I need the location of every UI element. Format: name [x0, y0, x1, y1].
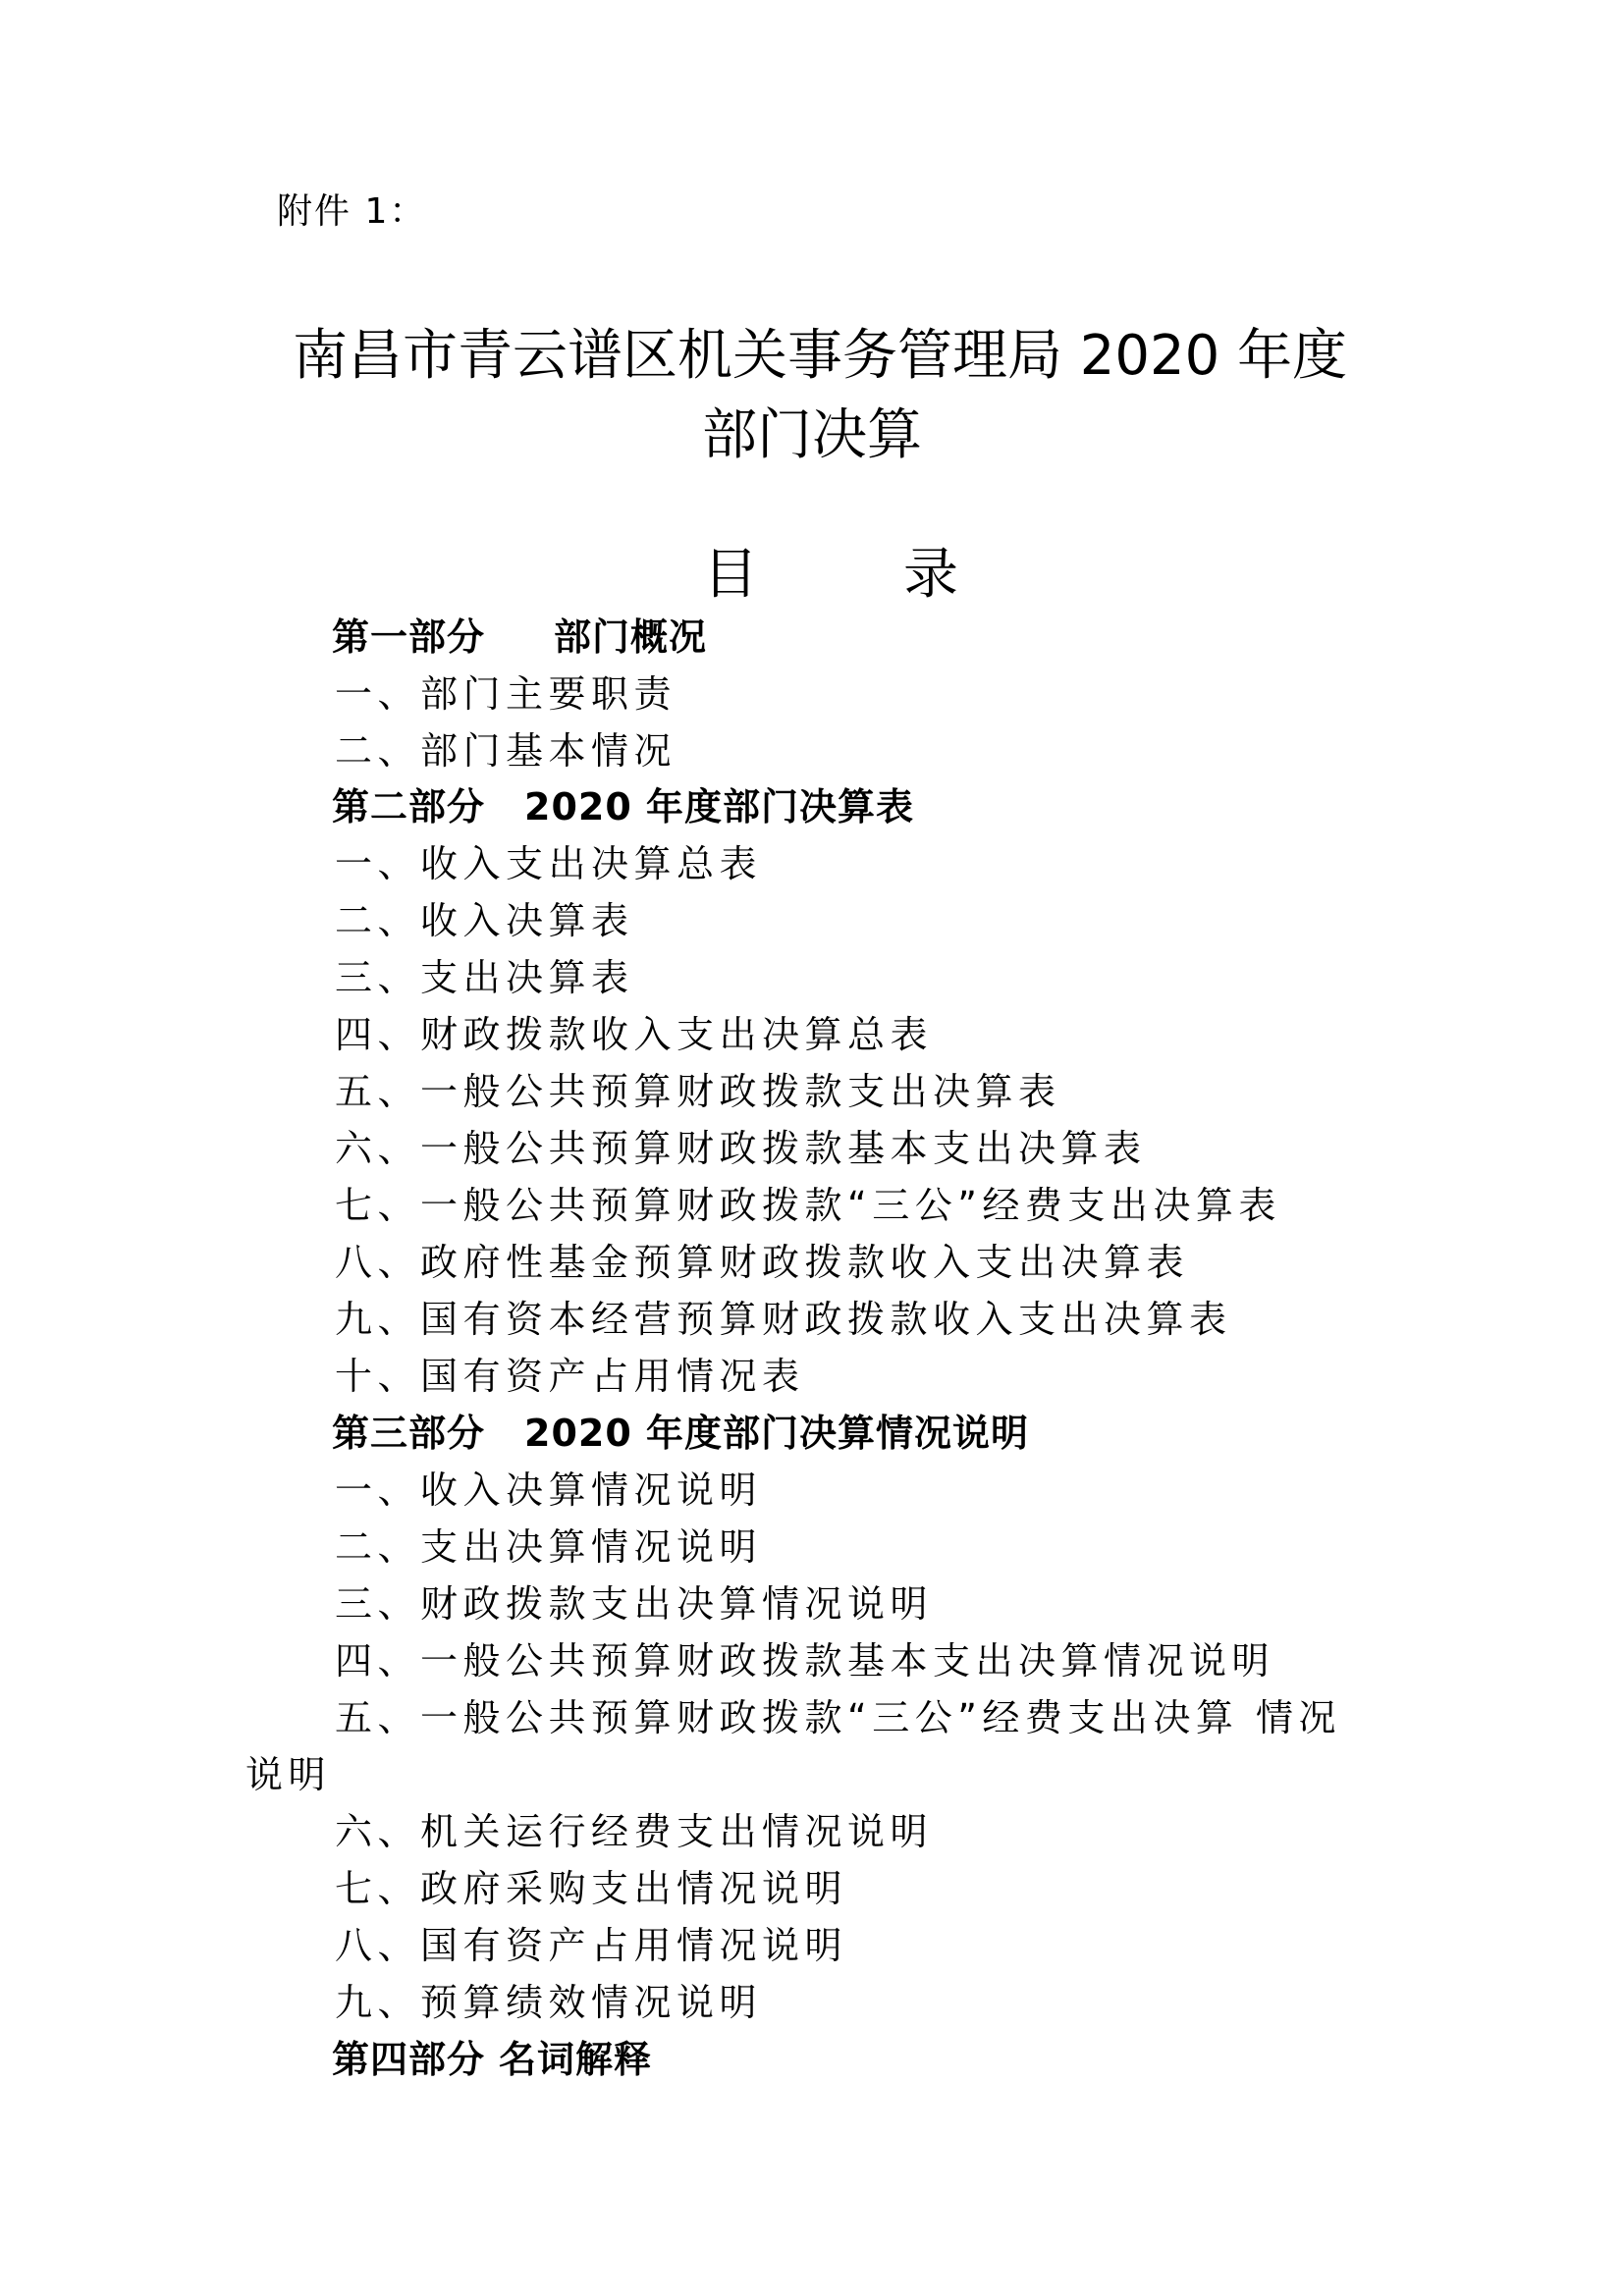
toc-item[interactable]: 六、一般公共预算财政拨款基本支出决算表 — [335, 1127, 1147, 1170]
toc-item[interactable]: 三、财政拨款支出决算情况说明 — [335, 1582, 934, 1626]
toc-item[interactable]: 一、收入支出决算总表 — [335, 842, 763, 885]
toc-item[interactable]: 五、一般公共预算财政拨款支出决算表 — [335, 1070, 1061, 1113]
toc-item[interactable]: 二、部门基本情况 — [335, 729, 677, 773]
section-part-name: 2020 年度部门决算表 — [524, 785, 915, 828]
toc-item[interactable]: 九、国有资本经营预算财政拨款收入支出决算表 — [335, 1298, 1232, 1341]
toc-item[interactable]: 三、支出决算表 — [335, 956, 634, 999]
toc-item[interactable]: 八、国有资产占用情况说明 — [335, 1924, 848, 1967]
toc-item[interactable]: 四、财政拨款收入支出决算总表 — [335, 1013, 934, 1056]
section-part-label: 第四部分 — [332, 2038, 486, 2081]
toc-section-part-3[interactable] — [332, 1412, 1030, 1455]
document-title-line-1: 南昌市青云谱区机关事务管理局 2020 年度 — [292, 324, 1348, 388]
toc-item-continuation[interactable]: 说明 — [245, 1753, 332, 1796]
toc-item[interactable]: 二、支出决算情况说明 — [335, 1525, 763, 1569]
toc-section-part-1[interactable] — [332, 615, 708, 659]
toc-item[interactable]: 四、一般公共预算财政拨款基本支出决算情况说明 — [335, 1639, 1275, 1682]
toc-section-part-2[interactable] — [332, 785, 915, 828]
toc-section-part-4[interactable] — [332, 2038, 653, 2081]
section-part-name: 部门概况 — [554, 615, 708, 659]
toc-item[interactable]: 七、一般公共预算财政拨款“三公”经费支出决算表 — [335, 1184, 1281, 1227]
section-part-label: 第一部分 — [332, 615, 486, 659]
toc-heading-char-2: 录 — [903, 543, 958, 607]
toc-item[interactable]: 一、收入决算情况说明 — [335, 1468, 763, 1512]
toc-item[interactable]: 二、收入决算表 — [335, 899, 634, 942]
toc-item[interactable]: 五、一般公共预算财政拨款“三公”经费支出决算 情况 — [335, 1696, 1341, 1739]
toc-item[interactable]: 八、政府性基金预算财政拨款收入支出决算表 — [335, 1241, 1190, 1284]
toc-item[interactable]: 十、国有资产占用情况表 — [335, 1355, 805, 1398]
document-title-line-2: 部门决算 — [702, 403, 922, 467]
section-part-label: 第二部分 — [332, 785, 486, 828]
toc-item[interactable]: 九、预算绩效情况说明 — [335, 1981, 763, 2024]
section-part-label: 第三部分 — [332, 1412, 486, 1455]
attachment-label: 附件 1： — [277, 191, 427, 232]
section-part-name: 名词解释 — [499, 2038, 653, 2081]
toc-heading — [703, 543, 958, 607]
toc-heading-char-1: 目 — [703, 543, 758, 607]
toc-item[interactable]: 六、机关运行经费支出情况说明 — [335, 1810, 934, 1853]
toc-item[interactable]: 七、政府采购支出情况说明 — [335, 1867, 848, 1910]
toc-item[interactable]: 一、部门主要职责 — [335, 672, 677, 716]
section-part-name: 2020 年度部门决算情况说明 — [524, 1412, 1030, 1455]
